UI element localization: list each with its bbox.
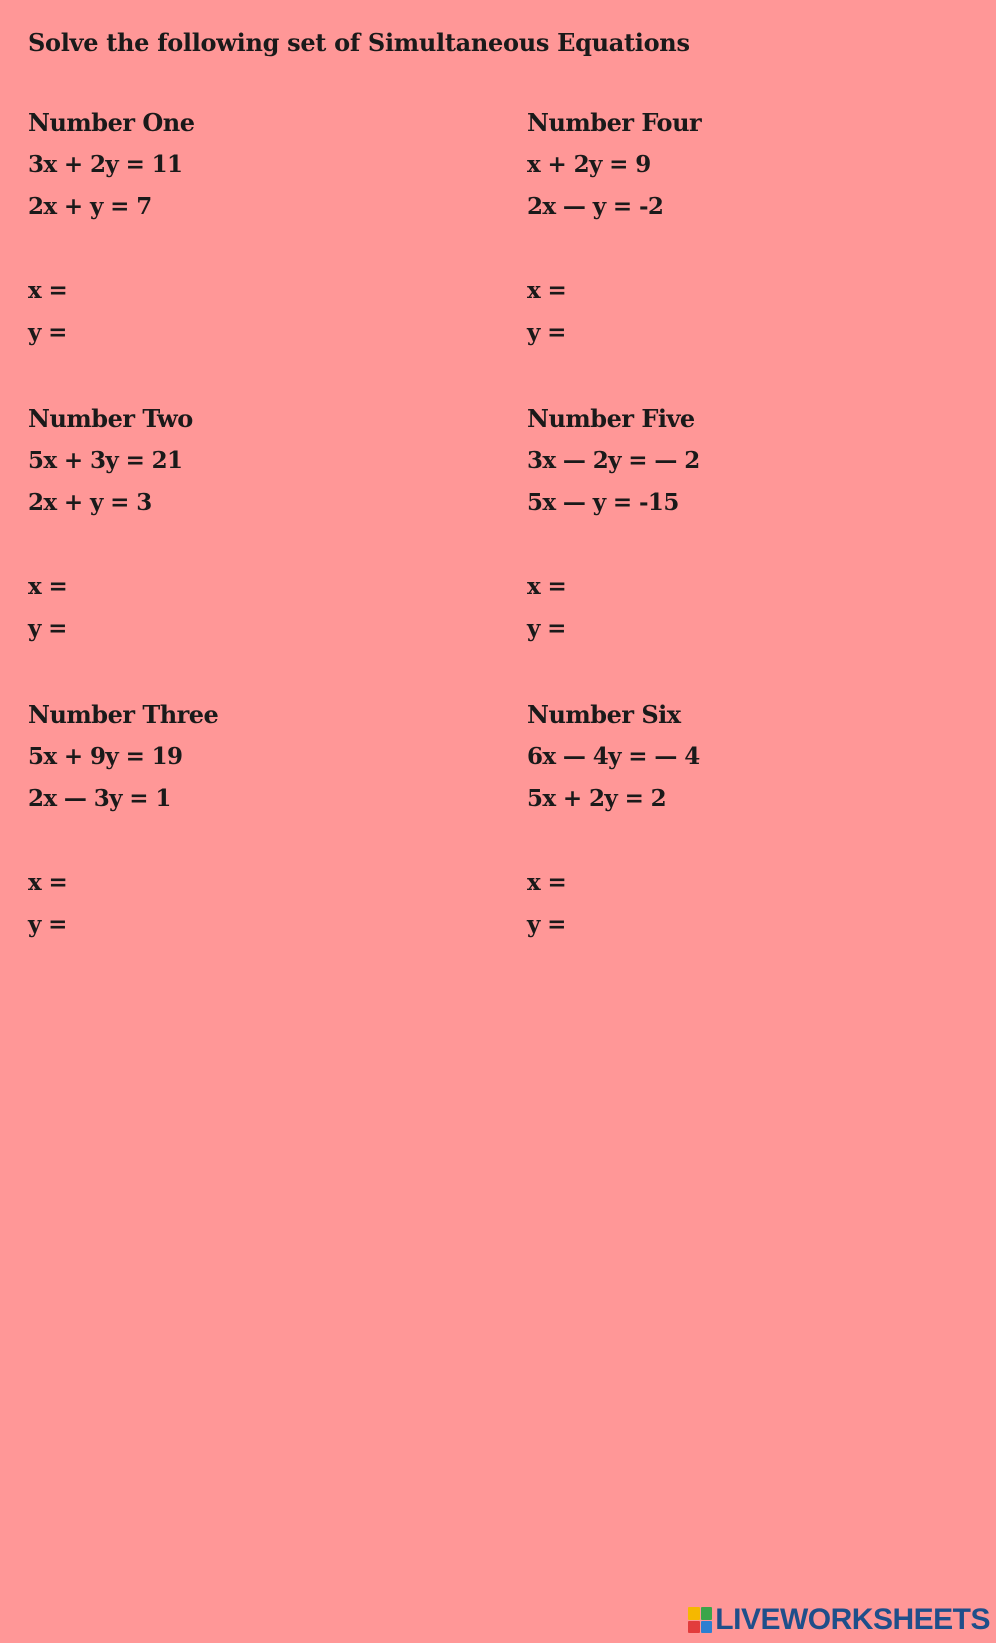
x-answer-row <box>527 276 718 306</box>
x-label: x = <box>527 573 567 600</box>
x-answer-input[interactable] <box>574 278 718 306</box>
problem-heading: Number Four <box>527 108 702 137</box>
equation-2: 5x — y = -15 <box>527 489 679 516</box>
x-answer-input[interactable] <box>75 870 219 898</box>
x-answer-row <box>28 572 219 602</box>
y-answer-input[interactable] <box>75 912 219 940</box>
equation-1: 5x + 9y = 19 <box>28 743 183 770</box>
logo-tile <box>701 1621 713 1634</box>
x-answer-row <box>527 572 718 602</box>
equation-1: x + 2y = 9 <box>527 151 651 178</box>
equation-1: 3x + 2y = 11 <box>28 151 183 178</box>
x-label: x = <box>527 277 567 304</box>
y-label: y = <box>527 615 566 642</box>
y-answer-row <box>28 614 219 644</box>
problem-heading: Number Five <box>527 404 695 433</box>
x-label: x = <box>527 869 567 896</box>
y-answer-row <box>28 910 219 940</box>
equation-2: 5x + 2y = 2 <box>527 785 667 812</box>
equation-1: 3x — 2y = — 2 <box>527 447 700 474</box>
x-answer-input[interactable] <box>574 574 718 602</box>
brand-text: LIVEWORKSHEETS <box>715 1603 990 1636</box>
x-label: x = <box>28 573 68 600</box>
y-label: y = <box>527 319 566 346</box>
x-answer-row <box>28 868 219 898</box>
x-answer-row <box>28 276 219 306</box>
y-answer-row <box>527 318 718 348</box>
y-label: y = <box>28 911 67 938</box>
worksheet-title: Solve the following set of Simultaneous Equations <box>28 28 690 57</box>
equation-2: 2x + y = 7 <box>28 193 152 220</box>
liveworksheets-logo-icon <box>688 1607 712 1633</box>
y-answer-input[interactable] <box>574 912 718 940</box>
y-label: y = <box>28 319 67 346</box>
x-answer-input[interactable] <box>75 278 219 306</box>
x-label: x = <box>28 869 68 896</box>
y-answer-input[interactable] <box>574 616 718 644</box>
y-answer-row <box>527 614 718 644</box>
equation-1: 5x + 3y = 21 <box>28 447 183 474</box>
x-answer-input[interactable] <box>75 574 219 602</box>
y-answer-input[interactable] <box>75 616 219 644</box>
problem-heading: Number One <box>28 108 195 137</box>
x-label: x = <box>28 277 68 304</box>
equation-1: 6x — 4y = — 4 <box>527 743 700 770</box>
equation-2: 2x + y = 3 <box>28 489 152 516</box>
logo-tile <box>688 1607 700 1620</box>
y-answer-row <box>28 318 219 348</box>
logo-tile <box>701 1607 713 1620</box>
problem-heading: Number Three <box>28 700 219 729</box>
logo-tile <box>688 1621 700 1634</box>
equation-2: 2x — y = -2 <box>527 193 664 220</box>
liveworksheets-brand <box>688 1603 990 1637</box>
y-label: y = <box>28 615 67 642</box>
y-label: y = <box>527 911 566 938</box>
problem-heading: Number Six <box>527 700 681 729</box>
y-answer-input[interactable] <box>574 320 718 348</box>
y-answer-row <box>527 910 718 940</box>
y-answer-input[interactable] <box>75 320 219 348</box>
x-answer-row <box>527 868 718 898</box>
x-answer-input[interactable] <box>574 870 718 898</box>
equation-2: 2x — 3y = 1 <box>28 785 171 812</box>
problem-heading: Number Two <box>28 404 193 433</box>
